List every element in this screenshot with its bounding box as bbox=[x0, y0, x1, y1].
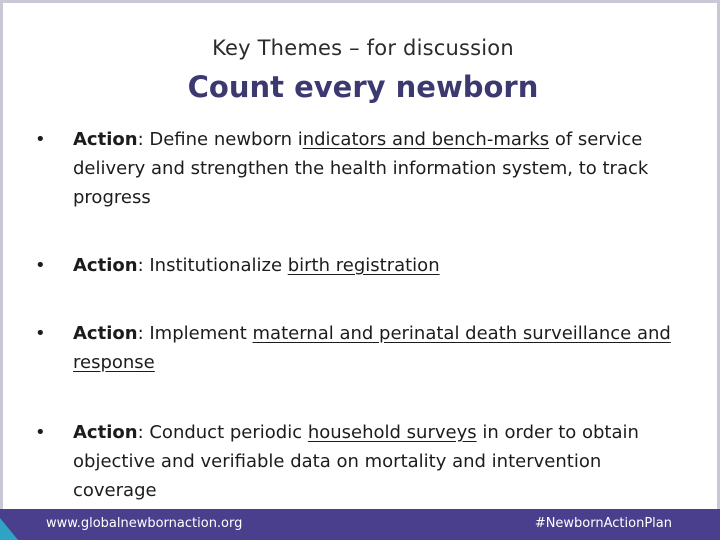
bullet-part-underlined: ndicators and bench-marks bbox=[302, 129, 550, 150]
bullet-separator: : bbox=[137, 129, 150, 150]
bullet-lead: Action bbox=[73, 422, 138, 443]
bullet-marker: • bbox=[35, 422, 46, 443]
bullet-item bbox=[35, 319, 685, 377]
bullet-part-underlined: birth registration bbox=[287, 255, 440, 276]
footer-accent-shape bbox=[0, 518, 18, 540]
bullet-text bbox=[73, 125, 685, 212]
bullet-item bbox=[35, 418, 685, 505]
bullet-separator: : bbox=[137, 323, 150, 344]
bullet-part: Define newborn i bbox=[149, 129, 303, 150]
bullet-marker: • bbox=[35, 255, 46, 276]
footer-hashtag: #NewbornActionPlan bbox=[534, 516, 672, 531]
bullet-part: in order to obtain objective and verifiable data on mortality and intervention coverage bbox=[73, 422, 639, 501]
bullet-separator: : bbox=[137, 422, 150, 443]
bullet-part: Conduct periodic bbox=[149, 422, 308, 443]
bullet-part: of service delivery and strengthen the health information system, to track progress bbox=[73, 129, 649, 208]
bullet-part-underlined: household surveys bbox=[307, 422, 477, 443]
bullet-item bbox=[35, 125, 685, 212]
bullet-lead: Action bbox=[73, 255, 138, 276]
bullet-lead: Action bbox=[73, 323, 138, 344]
bullet-item bbox=[35, 251, 685, 280]
bullet-part: Implement bbox=[149, 323, 253, 344]
bullet-text bbox=[73, 319, 685, 377]
bullet-separator: : bbox=[137, 255, 150, 276]
bullet-text bbox=[73, 251, 685, 280]
footer-bar bbox=[0, 509, 720, 540]
slide-title: Count every newborn bbox=[187, 70, 539, 104]
footer-website-link[interactable]: www.globalnewbornaction.org bbox=[46, 516, 243, 531]
slide-subtitle: Key Themes – for discussion bbox=[212, 36, 514, 60]
bullet-part: Institutionalize bbox=[149, 255, 288, 276]
bullet-marker: • bbox=[35, 323, 46, 344]
bullet-part-underlined: maternal and perinatal death surveillance and response bbox=[73, 323, 671, 373]
bullet-marker: • bbox=[35, 129, 46, 150]
bullet-lead: Action bbox=[73, 129, 138, 150]
bullet-text bbox=[73, 418, 685, 505]
